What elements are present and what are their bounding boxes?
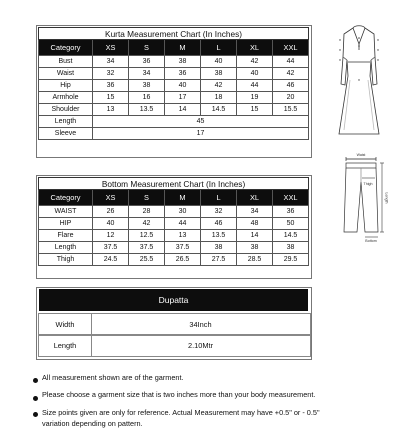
cell: 34Inch — [189, 320, 212, 329]
cell: 42 — [273, 68, 309, 80]
pants-label-thigh: Thigh — [363, 182, 373, 186]
note-size-variation: Size points given are only for reference. Actual Measurement may have +0.5" or - 0.5" variation depending on pattern. — [42, 408, 320, 428]
cell: 37.5 — [93, 242, 129, 254]
row-label: Length — [39, 335, 92, 356]
cell: 14 — [237, 230, 273, 242]
table-row — [39, 92, 309, 104]
cell: 42 — [129, 218, 165, 230]
cell: 46 — [201, 218, 237, 230]
row-label: Shoulder — [39, 104, 93, 116]
cell: 36 — [165, 68, 201, 80]
bottom-header-xs: XS — [93, 190, 129, 206]
cell: 36 — [273, 206, 309, 218]
table-row — [39, 254, 309, 266]
row-label: Thigh — [39, 254, 93, 266]
cell: 40 — [237, 68, 273, 80]
cell: 36 — [93, 80, 129, 92]
cell: 38 — [201, 68, 237, 80]
cell: 13.5 — [201, 230, 237, 242]
row-label: Flare — [39, 230, 93, 242]
cell: 12 — [93, 230, 129, 242]
cell: 40 — [93, 218, 129, 230]
cell: 38 — [201, 242, 237, 254]
cell: 37.5 — [165, 242, 201, 254]
cell: 38 — [165, 56, 201, 68]
cell: 44 — [237, 80, 273, 92]
row-label: WAIST — [39, 206, 93, 218]
pants-sketch-icon — [338, 152, 388, 244]
pants-label-length: Length — [384, 192, 389, 204]
cell: 38 — [129, 80, 165, 92]
table-row — [39, 128, 309, 140]
row-label: Width — [39, 314, 92, 335]
cell: 2.10Mtr — [187, 341, 214, 350]
cell: 44 — [273, 56, 309, 68]
table-row — [39, 56, 309, 68]
bottom-header-l: L — [201, 190, 237, 206]
kurta-header-m: M — [165, 40, 201, 56]
pants-label-bottom: Bottom — [365, 239, 377, 243]
cell: 26.5 — [165, 254, 201, 266]
table-row — [39, 218, 309, 230]
cell: 42 — [201, 80, 237, 92]
cell: 32 — [93, 68, 129, 80]
note-garment-measurement: All measurement shown are of the garment. — [42, 373, 184, 382]
cell: 17 — [165, 92, 201, 104]
cell: 14 — [165, 104, 201, 116]
row-label: Length — [39, 116, 93, 128]
table-row — [39, 116, 309, 128]
cell: 12.5 — [129, 230, 165, 242]
pants-label-waist: Waist — [356, 153, 366, 157]
cell: 37.5 — [129, 242, 165, 254]
note-choose-size: Please choose a garment size that is two inches more than your body measurement. — [42, 390, 316, 399]
bottom-header-xxl: XXL — [273, 190, 309, 206]
table-row — [39, 68, 309, 80]
cell: 45 — [93, 116, 309, 128]
table-row — [39, 230, 309, 242]
kurta-header-xl: XL — [237, 40, 273, 56]
cell: 40 — [201, 56, 237, 68]
table-row — [38, 313, 311, 336]
cell: 32 — [201, 206, 237, 218]
table-row — [39, 80, 309, 92]
cell: 50 — [273, 218, 309, 230]
cell: 34 — [129, 68, 165, 80]
cell: 26 — [93, 206, 129, 218]
bullet-icon — [33, 412, 38, 417]
cell: 17 — [93, 128, 309, 140]
cell: 38 — [273, 242, 309, 254]
bottom-chart-title: Bottom Measurement Chart (In Inches) — [39, 178, 309, 190]
cell: 27.5 — [201, 254, 237, 266]
cell: 36 — [129, 56, 165, 68]
cell: 15 — [237, 104, 273, 116]
bottom-header-xl: XL — [237, 190, 273, 206]
bottom-header-category: Category — [39, 190, 93, 206]
kurta-header-l: L — [201, 40, 237, 56]
bullet-icon — [33, 396, 38, 401]
kurta-measurement-table — [38, 27, 309, 140]
kurta-header-xxl: XXL — [273, 40, 309, 56]
cell: 29.5 — [273, 254, 309, 266]
cell: 14.5 — [201, 104, 237, 116]
cell: 40 — [165, 80, 201, 92]
cell: 34 — [237, 206, 273, 218]
row-label: Armhole — [39, 92, 93, 104]
cell: 19 — [237, 92, 273, 104]
dupatta-title: Dupatta — [39, 289, 308, 311]
cell: 24.5 — [93, 254, 129, 266]
kurta-header-xs: XS — [93, 40, 129, 56]
cell: 46 — [273, 80, 309, 92]
bottom-measurement-table — [38, 177, 309, 266]
row-label: Hip — [39, 80, 93, 92]
cell: 13 — [93, 104, 129, 116]
cell: 44 — [165, 218, 201, 230]
kurta-header-category: Category — [39, 40, 93, 56]
cell: 20 — [273, 92, 309, 104]
row-label: Waist — [39, 68, 93, 80]
row-label: Sleeve — [39, 128, 93, 140]
cell: 30 — [165, 206, 201, 218]
bottom-header-m: M — [165, 190, 201, 206]
cell: 42 — [237, 56, 273, 68]
cell: 15 — [93, 92, 129, 104]
table-row — [38, 334, 311, 357]
row-label: Bust — [39, 56, 93, 68]
cell: 13.5 — [129, 104, 165, 116]
cell: 48 — [237, 218, 273, 230]
cell: 38 — [237, 242, 273, 254]
cell: 34 — [93, 56, 129, 68]
cell: 15.5 — [273, 104, 309, 116]
table-row — [39, 242, 309, 254]
table-row — [39, 206, 309, 218]
kurta-chart-title: Kurta Measurement Chart (In Inches) — [39, 28, 309, 40]
kurta-sketch-icon — [334, 22, 384, 144]
row-label: Length — [39, 242, 93, 254]
cell: 13 — [165, 230, 201, 242]
bottom-header-s: S — [129, 190, 165, 206]
row-label: HIP — [39, 218, 93, 230]
bullet-icon — [33, 378, 38, 383]
table-row — [39, 104, 309, 116]
cell: 28.5 — [237, 254, 273, 266]
cell: 14.5 — [273, 230, 309, 242]
cell: 25.5 — [129, 254, 165, 266]
cell: 16 — [129, 92, 165, 104]
kurta-header-s: S — [129, 40, 165, 56]
cell: 28 — [129, 206, 165, 218]
cell: 18 — [201, 92, 237, 104]
